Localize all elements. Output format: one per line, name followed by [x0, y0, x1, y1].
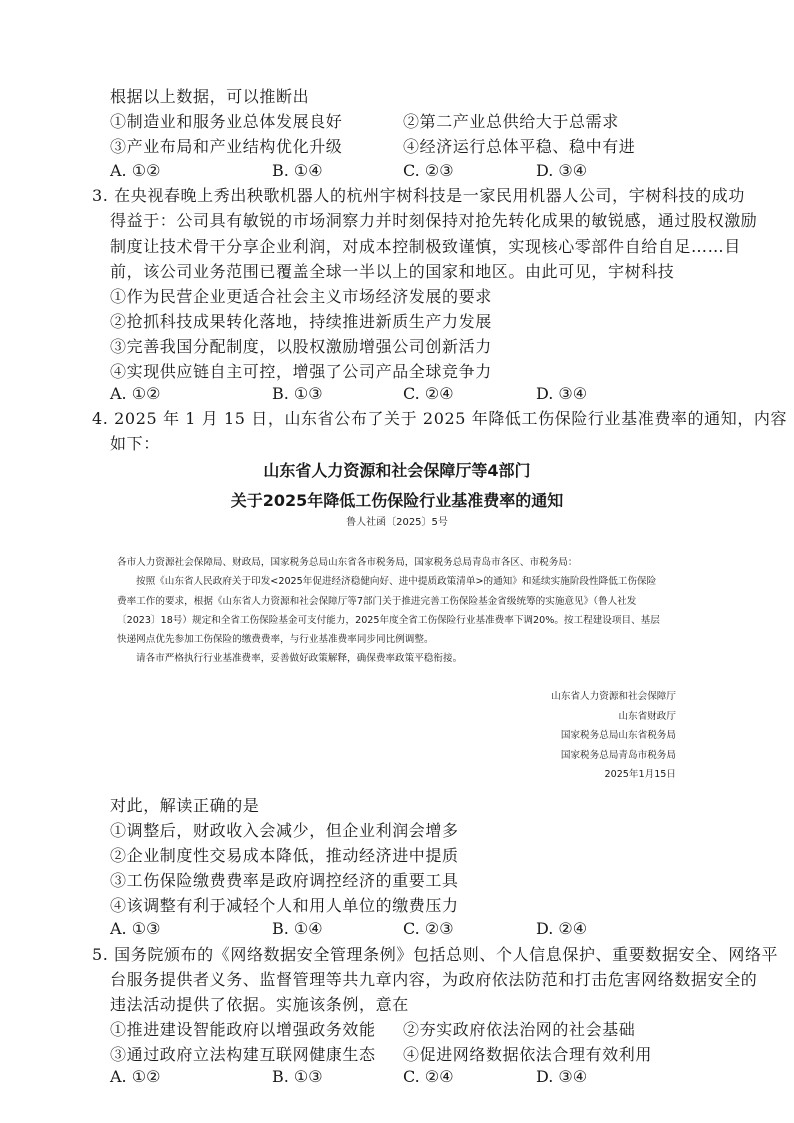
notice-title-line-1: 山东省人力资源和社会保障厅等4部门: [263, 461, 531, 480]
q4-statement-2: ②企业制度性交易成本降低，推动经济进中提质: [110, 846, 459, 865]
q5-statement-2: ②夯实政府依法治网的社会基础: [403, 1020, 636, 1039]
q5-option-d: D. ③④: [536, 1067, 588, 1086]
q5-statement-3: ③通过政府立法构建互联网健康生态: [110, 1045, 376, 1064]
q4-option-d: D. ②④: [536, 919, 588, 938]
notice-body-line: 〔2023〕18号）规定和全省工伤保险基金可支付能力，2025年度全省工伤保险行业基准费率下调20%。按工程建设项目、基层: [117, 615, 660, 626]
q2-statement-3: ③产业布局和产业结构优化升级: [110, 137, 343, 156]
q3-option-d: D. ③④: [536, 384, 588, 403]
notice-body-line: 按照《山东省人民政府关于印发<2025年促进经济稳健向好、进中提质政策清单>的通知》和延续实施阶段性降低工伤保险: [136, 576, 657, 587]
q2-statement-2: ②第二产业总供给大于总需求: [403, 112, 619, 131]
notice-body-line: 费率工作的要求，根据《山东省人力资源和社会保障厅等7部门关于推进完善工伤保险基金省级统筹的实施意见》（鲁人社发: [117, 596, 637, 607]
q4-stem-line: 如下：: [110, 434, 160, 453]
q3-statement-3: ③完善我国分配制度，以股权激励增强公司创新活力: [110, 337, 492, 356]
q5-option-b: B. ①③: [272, 1067, 323, 1086]
q4-lead: 对此，解读正确的是: [110, 796, 260, 815]
q2-option-b: B. ①④: [272, 161, 323, 180]
q4-statement-4: ④该调整有利于减轻个人和用人单位的缴费压力: [110, 896, 459, 915]
q3-option-a: A. ①②: [110, 384, 161, 403]
q5-statement-1: ①推进建设智能政府以增强政务效能: [110, 1020, 376, 1039]
notice-signer: 山东省财政厅: [618, 711, 676, 722]
q4-option-a: A. ①③: [110, 919, 161, 938]
q3-stem-line: 得益于：公司具有敏锐的市场洞察力并时刻保持对抢先转化成果的敏锐感，通过股权激励: [110, 211, 758, 230]
q5-option-a: A. ①②: [110, 1067, 161, 1086]
notice-body-line: 快递网点优先参加工伤保险的缴费费率，与行业基准费率同步同比例调整。: [117, 634, 434, 645]
q2-option-d: D. ③④: [536, 161, 588, 180]
q5-stem-line: 5. 国务院颁布的《网络数据安全管理条例》包括总则、个人信息保护、重要数据安全、网络平: [92, 945, 779, 964]
q2-option-c: C. ②③: [403, 161, 454, 180]
q3-statement-1: ①作为民营企业更适合社会主义市场经济发展的要求: [110, 287, 492, 306]
notice-document-number: 鲁人社函〔2025〕5号: [346, 517, 448, 528]
q4-stem-line: 4. 2025 年 1 月 15 日，山东省公布了关于 2025 年降低工伤保险行业基准费率的通知，内容: [92, 409, 788, 428]
notice-recipients: 各市人力资源社会保障局、财政局，国家税务总局山东省各市税务局，国家税务总局青岛市各区、市税务局：: [117, 557, 578, 568]
q4-option-c: C. ②③: [403, 919, 454, 938]
q2-lead: 根据以上数据，可以推断出: [110, 87, 310, 106]
q3-statement-2: ②抢抓科技成果转化落地，持续推进新质生产力发展: [110, 312, 492, 331]
q5-stem-line: 违法活动提供了依据。实施该条例，意在: [110, 995, 409, 1014]
q4-statement-3: ③工伤保险缴费费率是政府调控经济的重要工具: [110, 871, 459, 890]
q4-option-b: B. ①④: [272, 919, 323, 938]
q3-stem-line: 3. 在央视春晚上秀出秧歌机器人的杭州宇树科技是一家民用机器人公司，宇树科技的成功: [92, 186, 745, 205]
q3-option-b: B. ①③: [272, 384, 323, 403]
q3-option-c: C. ②④: [403, 384, 454, 403]
q5-statement-4: ④促进网络数据依法合理有效利用: [403, 1045, 653, 1064]
notice-closing-line: 请各市严格执行行业基准费率，妥善做好政策解释，确保费率政策平稳衔接。: [136, 653, 463, 664]
q2-option-a: A. ①②: [110, 161, 161, 180]
notice-title-line-2: 关于2025年降低工伤保险行业基准费率的通知: [230, 491, 564, 510]
q5-stem-line: 台服务提供者义务、监督管理等共九章内容，为政府依法防范和打击危害网络数据安全的: [110, 970, 758, 989]
q3-statement-4: ④实现供应链自主可控，增强了公司产品全球竞争力: [110, 362, 492, 381]
notice-signer: 国家税务总局青岛市税务局: [560, 750, 676, 761]
q2-statement-4: ④经济运行总体平稳、稳中有进: [403, 137, 636, 156]
q5-option-c: C. ②④: [403, 1067, 454, 1086]
q4-statement-1: ①调整后，财政收入会减少，但企业利润会增多: [110, 821, 459, 840]
q2-statement-1: ①制造业和服务业总体发展良好: [110, 112, 343, 131]
q3-stem-line: 制度让技术骨干分享企业利润，对成本控制极致谨慎，实现核心零部件自给自足……目: [110, 237, 741, 256]
notice-signer: 山东省人力资源和社会保障厅: [551, 691, 676, 702]
notice-signer: 国家税务总局山东省税务局: [560, 730, 676, 741]
notice-date: 2025年1月15日: [604, 769, 676, 780]
q3-stem-line: 前，该公司业务范围已覆盖全球一半以上的国家和地区。由此可见，宇树科技: [110, 262, 675, 281]
